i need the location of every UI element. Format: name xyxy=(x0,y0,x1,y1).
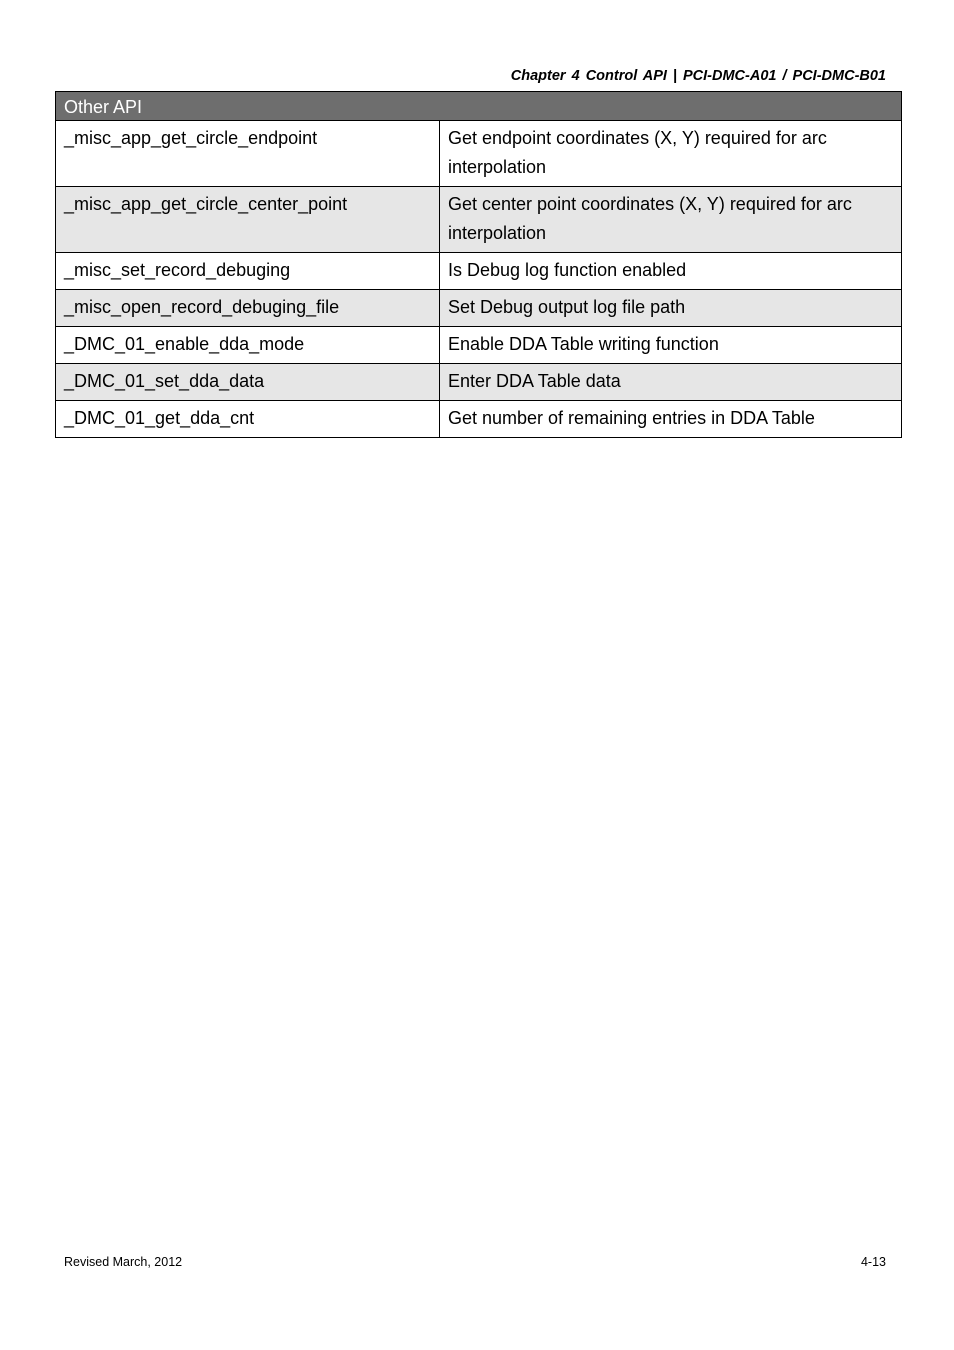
table-row xyxy=(56,187,902,253)
table-row xyxy=(56,290,902,327)
section-title: Other API xyxy=(56,92,902,121)
api-name-cell: _misc_app_get_circle_center_point xyxy=(56,187,440,253)
api-description-cell: Get endpoint coordinates (X, Y) required for arc interpolation xyxy=(440,121,902,187)
table-row xyxy=(56,364,902,401)
table-row xyxy=(56,401,902,438)
api-name-cell: _misc_app_get_circle_endpoint xyxy=(56,121,440,187)
api-name-cell: _misc_open_record_debuging_file xyxy=(56,290,440,327)
other-api-table xyxy=(55,91,902,438)
api-description-cell: Set Debug output log file path xyxy=(440,290,902,327)
table-row xyxy=(56,327,902,364)
api-description-cell: Enable DDA Table writing function xyxy=(440,327,902,364)
api-name-cell: _DMC_01_set_dda_data xyxy=(56,364,440,401)
table-header-row xyxy=(56,92,902,121)
running-header: Chapter 4 Control API | PCI-DMC-A01 / PCI-DMC-B01 xyxy=(510,68,886,84)
table-row xyxy=(56,253,902,290)
api-description-cell: Get center point coordinates (X, Y) required for arc interpolation xyxy=(440,187,902,253)
api-name-cell: _misc_set_record_debuging xyxy=(56,253,440,290)
api-name-cell: _DMC_01_enable_dda_mode xyxy=(56,327,440,364)
page-number: 4-13 xyxy=(860,1255,886,1269)
api-description-cell: Is Debug log function enabled xyxy=(440,253,902,290)
table-row xyxy=(56,121,902,187)
api-description-cell: Get number of remaining entries in DDA Table xyxy=(440,401,902,438)
revision-date: Revised March, 2012 xyxy=(64,1255,183,1269)
api-description-cell: Enter DDA Table data xyxy=(440,364,902,401)
api-name-cell: _DMC_01_get_dda_cnt xyxy=(56,401,440,438)
